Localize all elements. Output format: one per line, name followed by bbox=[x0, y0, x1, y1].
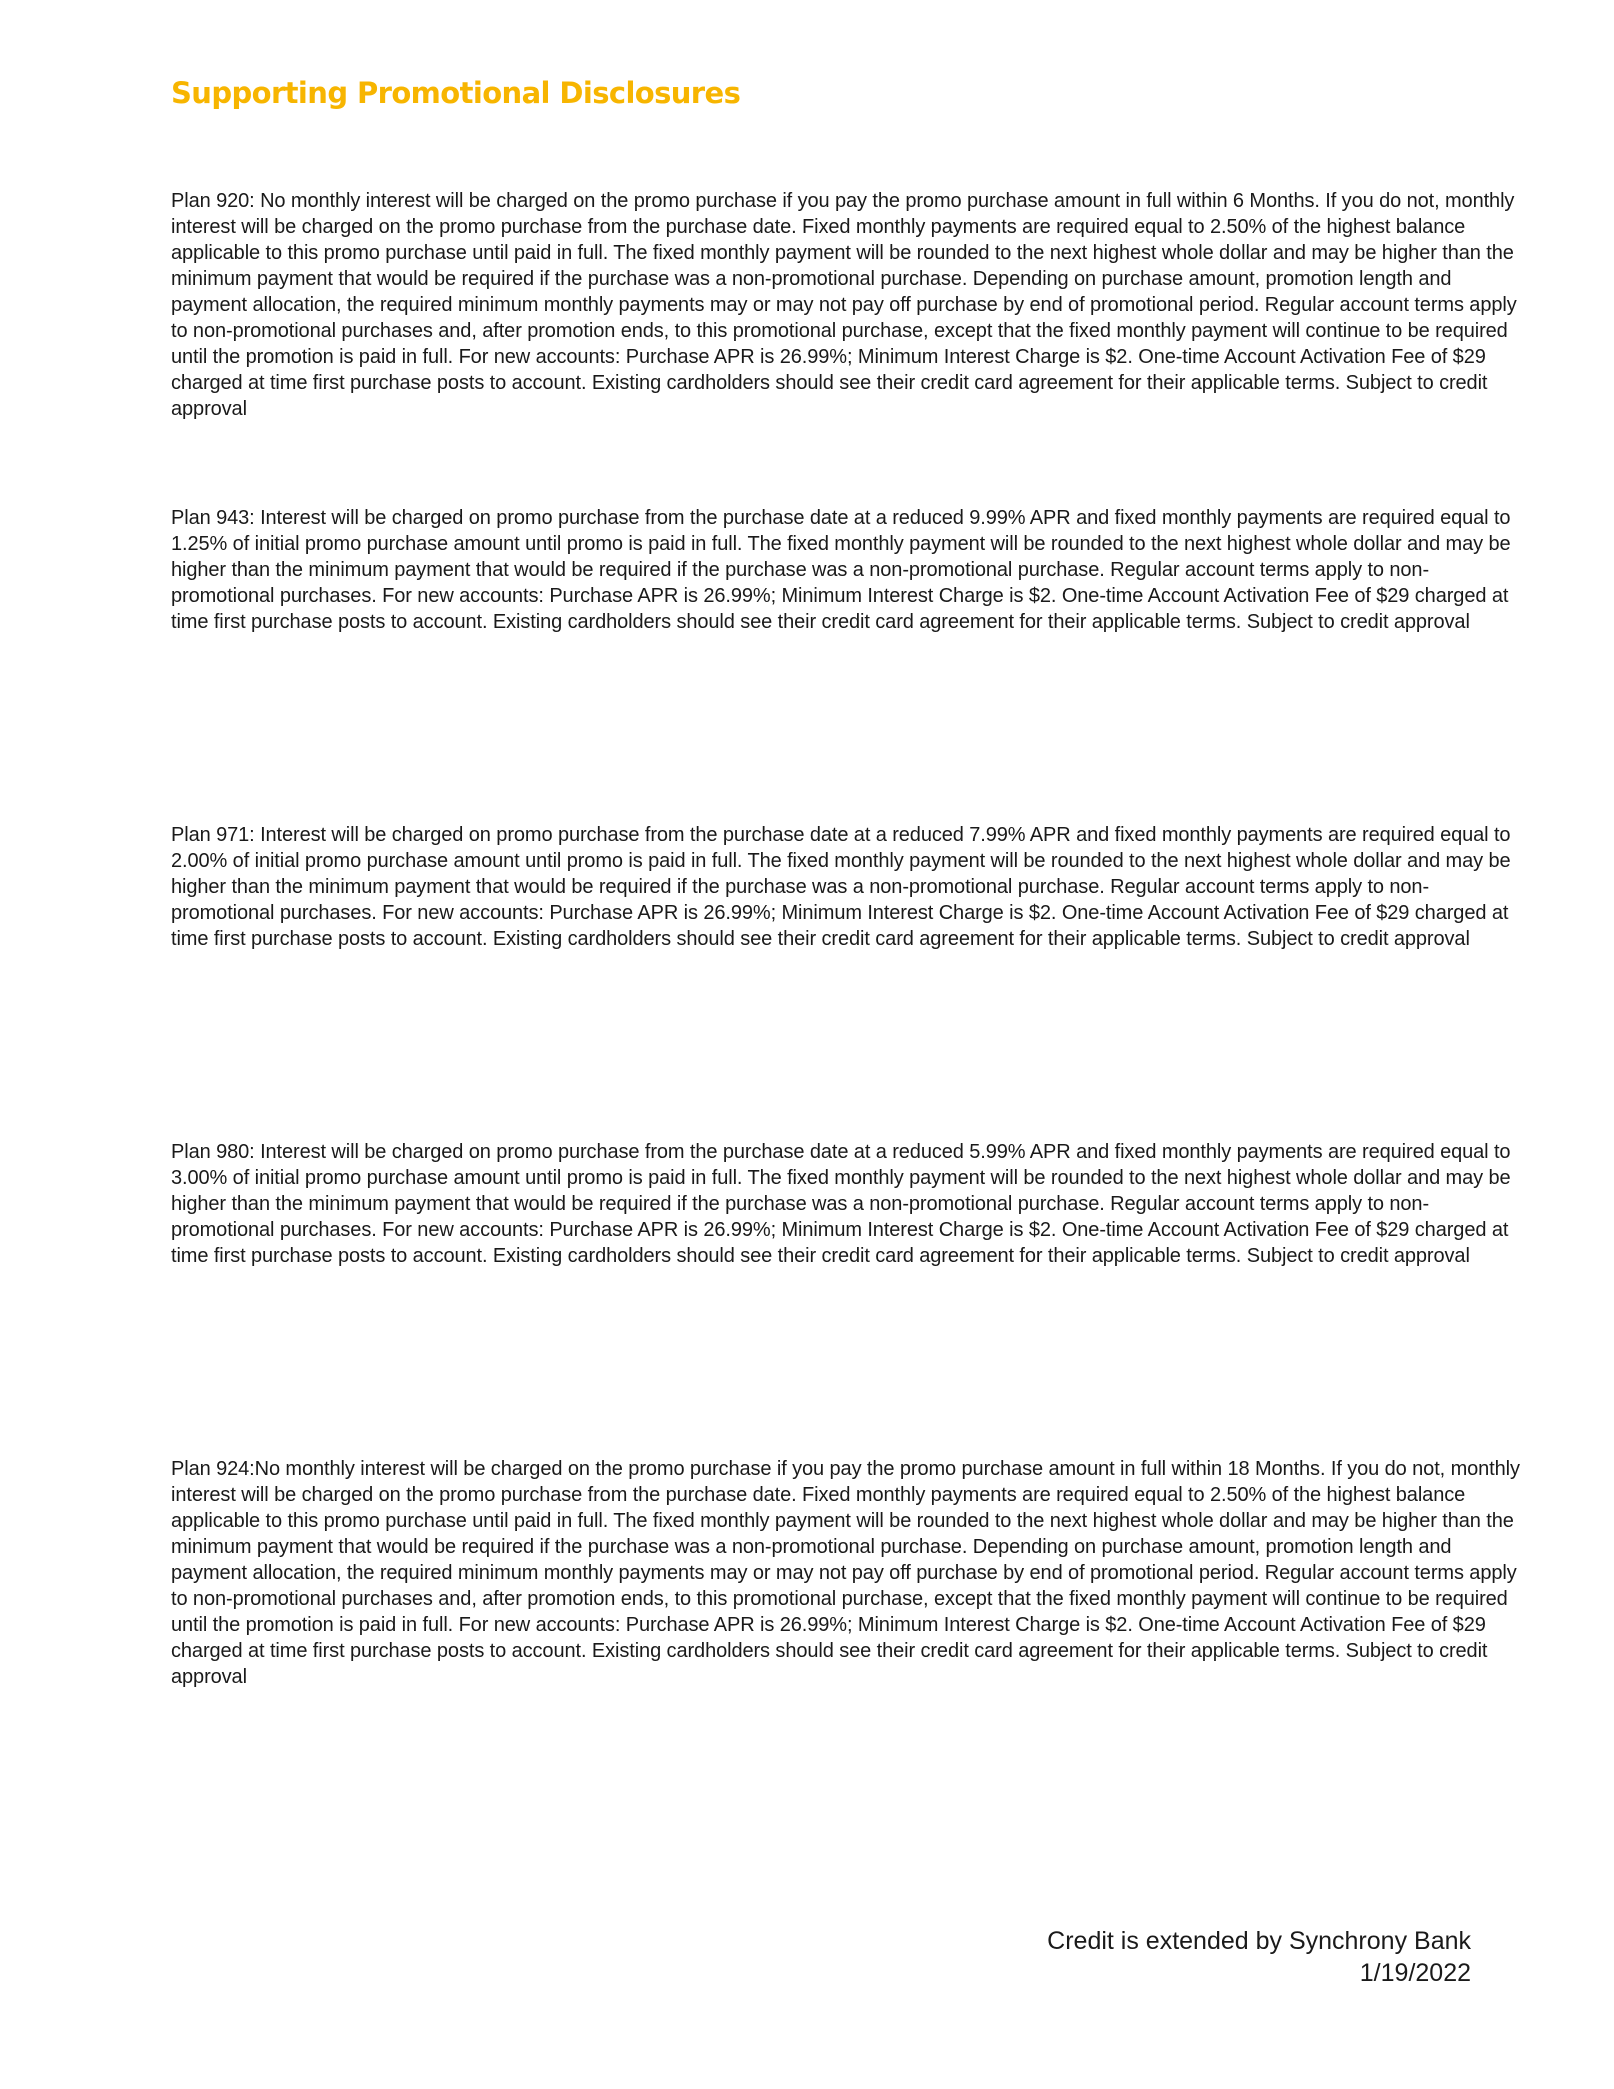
document-date: 1/19/2022 bbox=[1359, 1959, 1471, 1987]
disclosure-plan-980: Plan 980: Interest will be charged on promo purchase from the purchase date at a reduced 5.99% APR and fixed monthly payments are required equal to 3.00% of initial promo purchase amount until promo is paid in full. The fixed monthly payment will be rounded to the next highest whole dollar and may be higher than the minimum payment that would be required if the purchase was a non-promotional purchase. Regular account terms apply to non-promotional purchases. For new accounts: Purchase APR is 26.99%; Minimum Interest Charge is $2. One-time Account Activation Fee of $29 charged at time first purchase posts to account. Existing cardholders should see their credit card agreement for their applicable terms. Subject to credit approval bbox=[171, 1141, 1511, 1267]
footer bbox=[1047, 1925, 1471, 1989]
page-title: Supporting Promotional Disclosures bbox=[171, 76, 741, 110]
disclosure-plan-924: Plan 924:No monthly interest will be charged on the promo purchase if you pay the promo purchase amount in full within 18 Months. If you do not, monthly interest will be charged on the promo purchase from the purchase date. Fixed monthly payments are required equal to 2.50% of the highest balance applicable to this promo purchase until paid in full. The fixed monthly payment will be rounded to the next highest whole dollar and may be higher than the minimum payment that would be required if the purchase was a non-promotional purchase. Depending on purchase amount, promotion length and payment allocation, the required minimum monthly payments may or may not pay off purchase by end of promotional period. Regular account terms apply to non-promotional purchases and, after promotion ends, to this promotional purchase, except that the fixed monthly payment will continue to be required until the promotion is paid in full. For new accounts: Purchase APR is 26.99%; Minimum Interest Charge is $2. One-time Account Activation Fee of $29 charged at time first purchase posts to account. Existing cardholders should see their credit card agreement for their applicable terms. Subject to credit approval bbox=[171, 1458, 1520, 1688]
disclosure-plan-920: Plan 920: No monthly interest will be charged on the promo purchase if you pay the promo purchase amount in full within 6 Months. If you do not, monthly interest will be charged on the promo purchase from the purchase date. Fixed monthly payments are required equal to 2.50% of the highest balance applicable to this promo purchase until paid in full. The fixed monthly payment will be rounded to the next highest whole dollar and may be higher than the minimum payment that would be required if the purchase was a non-promotional purchase. Depending on purchase amount, promotion length and payment allocation, the required minimum monthly payments may or may not pay off purchase by end of promotional period. Regular account terms apply to non-promotional purchases and, after promotion ends, to this promotional purchase, except that the fixed monthly payment will continue to be required until the promotion is paid in full. For new accounts: Purchase APR is 26.99%; Minimum Interest Charge is $2. One-time Account Activation Fee of $29 charged at time first purchase posts to account. Existing cardholders should see their credit card agreement for their applicable terms. Subject to credit approval bbox=[171, 190, 1517, 420]
disclosure-plan-943: Plan 943: Interest will be charged on promo purchase from the purchase date at a reduced 9.99% APR and fixed monthly payments are required equal to 1.25% of initial promo purchase amount until promo is paid in full. The fixed monthly payment will be rounded to the next highest whole dollar and may be higher than the minimum payment that would be required if the purchase was a non-promotional purchase. Regular account terms apply to non-promotional purchases. For new accounts: Purchase APR is 26.99%; Minimum Interest Charge is $2. One-time Account Activation Fee of $29 charged at time first purchase posts to account. Existing cardholders should see their credit card agreement for their applicable terms. Subject to credit approval bbox=[171, 507, 1511, 633]
disclosure-plan-971: Plan 971: Interest will be charged on promo purchase from the purchase date at a reduced 7.99% APR and fixed monthly payments are required equal to 2.00% of initial promo purchase amount until promo is paid in full. The fixed monthly payment will be rounded to the next highest whole dollar and may be higher than the minimum payment that would be required if the purchase was a non-promotional purchase. Regular account terms apply to non-promotional purchases. For new accounts: Purchase APR is 26.99%; Minimum Interest Charge is $2. One-time Account Activation Fee of $29 charged at time first purchase posts to account. Existing cardholders should see their credit card agreement for their applicable terms. Subject to credit approval bbox=[171, 824, 1511, 950]
credit-extended-line: Credit is extended by Synchrony Bank bbox=[1047, 1927, 1471, 1955]
